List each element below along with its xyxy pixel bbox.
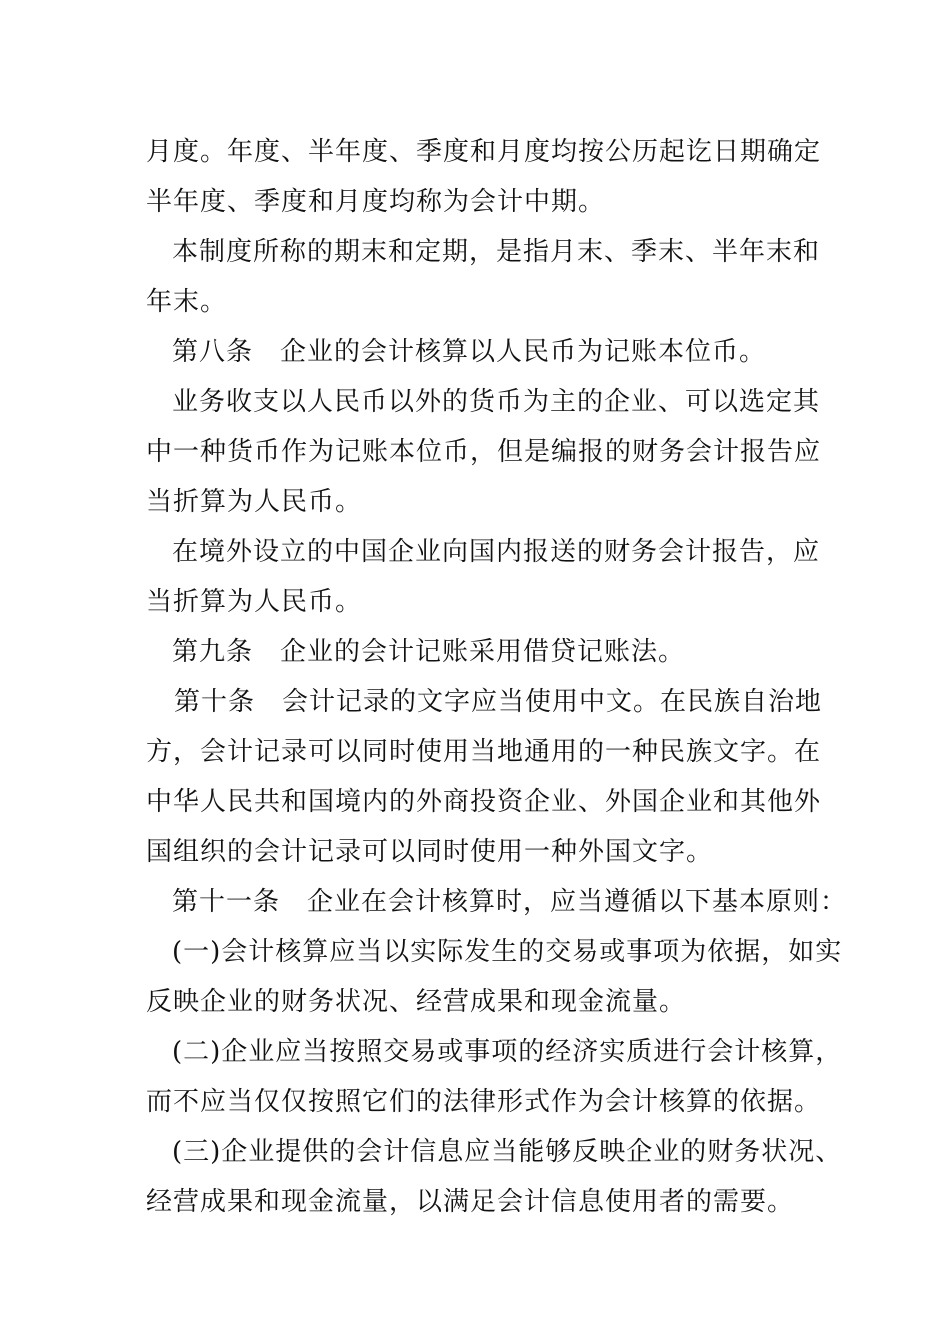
text-line-13: 方，会计记录可以同时使用当地通用的一种民族文字。在 <box>146 737 822 767</box>
text-line-6: 业务收支以人民币以外的货币为主的企业、可以选定其 <box>172 387 821 417</box>
text-line-4: 年末。 <box>146 287 228 317</box>
text-line-10: 当折算为人民币。 <box>146 587 363 617</box>
text-line-9: 在境外设立的中国企业向国内报送的财务会计报告，应 <box>172 537 821 567</box>
article-8-heading: 第八条 企业的会计核算以人民币为记账本位币。 <box>172 337 767 367</box>
principle-1-line-2: 反映企业的财务状况、经营成果和现金流量。 <box>146 987 687 1017</box>
principle-3-line-1: (三)企业提供的会计信息应当能够反映企业的财务状况、 <box>172 1137 843 1167</box>
text-line-8: 当折算为人民币。 <box>146 487 363 517</box>
principle-2-line-2: 而不应当仅仅按照它们的法律形式作为会计核算的依据。 <box>146 1087 822 1117</box>
principle-3-line-2: 经营成果和现金流量，以满足会计信息使用者的需要。 <box>146 1187 795 1217</box>
text-line-15: 国组织的会计记录可以同时使用一种外国文字。 <box>146 837 714 867</box>
text-line-2: 半年度、季度和月度均称为会计中期。 <box>146 187 606 217</box>
article-10-heading: 第十条 会计记录的文字应当使用中文。在民族自治地 <box>174 687 823 717</box>
article-11-heading: 第十一条 企业在会计核算时，应当遵循以下基本原则： <box>172 887 848 917</box>
principle-1-line-1: (一)会计核算应当以实际发生的交易或事项为依据，如实 <box>172 937 843 967</box>
text-line-1: 月度。年度、半年度、季度和月度均按公历起讫日期确定 <box>146 137 822 167</box>
article-9-heading: 第九条 企业的会计记账采用借贷记账法。 <box>172 637 686 667</box>
text-line-7: 中一种货币作为记账本位币，但是编报的财务会计报告应 <box>146 437 822 467</box>
text-line-3: 本制度所称的期末和定期，是指月末、季末、半年末和 <box>172 237 821 267</box>
text-line-14: 中华人民共和国境内的外商投资企业、外国企业和其他外 <box>146 787 822 817</box>
principle-2-line-1: (二)企业应当按照交易或事项的经济实质进行会计核算， <box>172 1037 843 1067</box>
